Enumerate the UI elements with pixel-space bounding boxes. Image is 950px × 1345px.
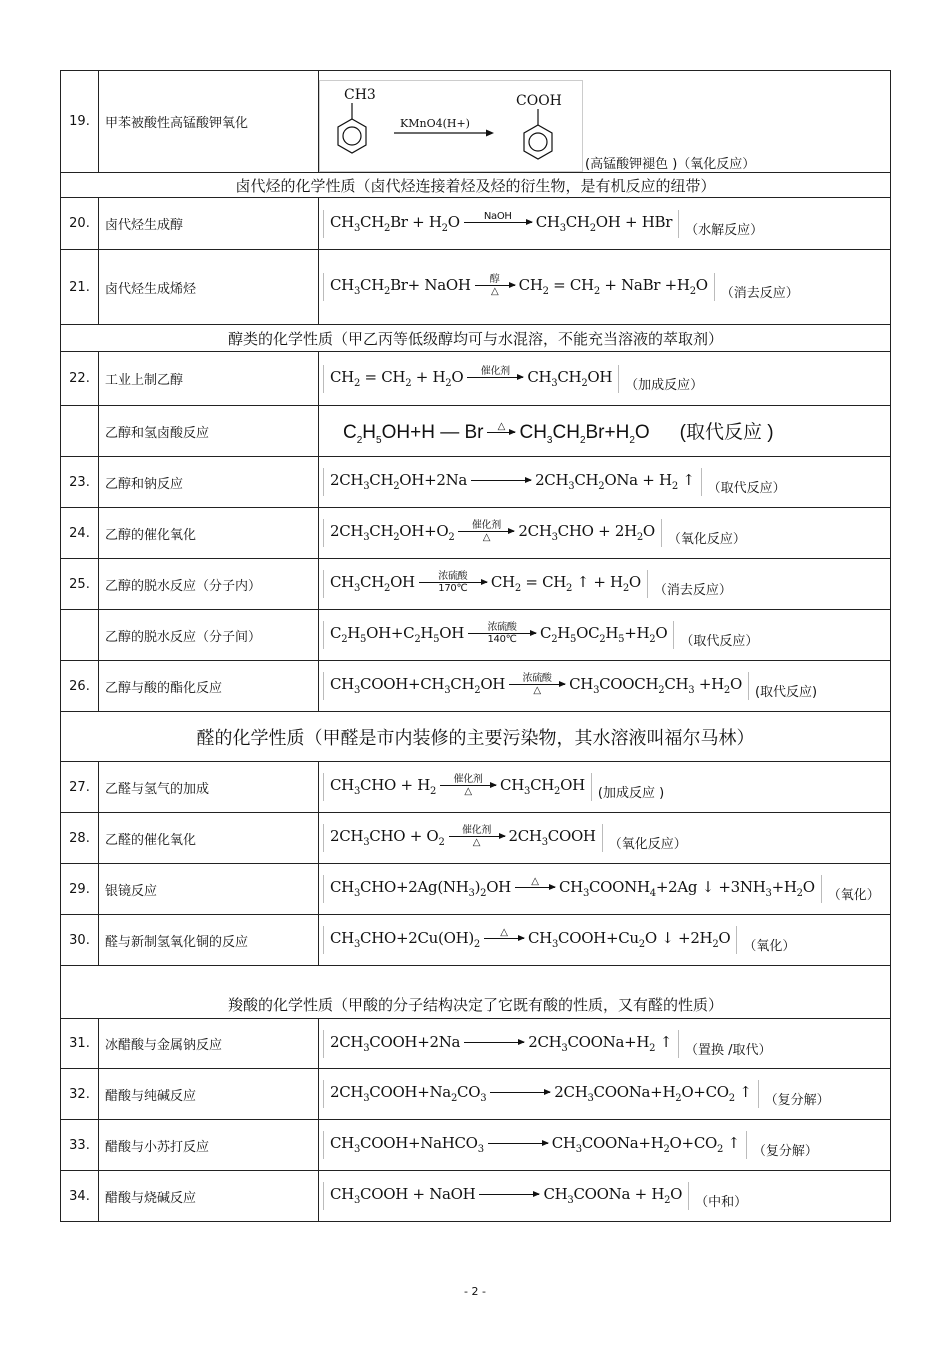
products: $CH_3COONa + H_2O$ — [543, 1185, 683, 1206]
reactants: $CH_3CHO+2Ag(NH_3)_2OH$ — [330, 878, 511, 899]
arrow-condition-bottom: △ — [472, 837, 481, 848]
row-number: 24. — [61, 508, 99, 559]
reaction-row — [61, 1069, 891, 1120]
reactants: $CH_3COOH+CH_3CH_2OH$ — [330, 675, 506, 696]
toluene-oxidation-structure — [319, 80, 583, 172]
arrow-condition-top: NaOH — [483, 210, 512, 222]
reaction-type-note: （氧化） — [743, 939, 796, 954]
reaction-arrow — [479, 1184, 539, 1206]
reactants: $C_2H_5OH+C_2H_5OH$ — [330, 624, 465, 645]
chemical-equation — [323, 1131, 747, 1159]
reaction-arrow — [509, 674, 565, 696]
arrow-condition-bottom — [494, 379, 497, 389]
reaction-name: 乙醇的催化氧化 — [99, 508, 319, 559]
arrow-condition-top: 浓硫酸 — [438, 571, 468, 582]
row-number: 26. — [61, 661, 99, 712]
chemical-equation — [323, 273, 715, 301]
chemical-equation — [323, 773, 592, 801]
reactants: $2CH_3CH_2OH+O_2$ — [330, 522, 455, 543]
carboxyl-group-label: COOH — [516, 93, 562, 109]
arrow-condition-top: 催化剂 — [453, 774, 483, 785]
reactants: $CH_3CHO+2Cu(OH)_2$ — [330, 929, 480, 950]
reaction-type-note: （加成反应） — [625, 377, 704, 393]
row-number: 32. — [61, 1069, 99, 1120]
section-title: 卤代烃的化学性质（卤代烃连接着烃及烃的衍生物，是有机反应的纽带） — [61, 173, 891, 198]
reaction-row — [61, 813, 891, 864]
reaction-name: 银镜反应 — [99, 864, 319, 915]
reaction-type-note: （复分解） — [764, 1093, 830, 1108]
reaction-arrow — [419, 572, 487, 594]
arrow-condition-top: 浓硫酸 — [487, 622, 517, 633]
section-title: 醇类的化学性质（甲乙丙等低级醇均可与水混溶，不能充当溶液的萃取剂） — [61, 325, 891, 352]
arrow-condition-bottom — [503, 940, 506, 950]
reaction-equation-cell — [319, 661, 891, 712]
large-equation — [319, 420, 774, 446]
reaction-arrow — [449, 826, 505, 848]
reaction-row — [61, 559, 891, 610]
products: $CH_3COONH_4+2Ag$ ↓ $+3NH_3+H_2O$ — [558, 878, 815, 899]
reaction-arrow — [490, 1082, 550, 1104]
reaction-name: 醋酸与纯碱反应 — [99, 1069, 319, 1120]
products: $CH_3CH_2OH$ — [500, 776, 585, 797]
reactants: $CH_3COOH$ + NaOH — [330, 1185, 476, 1206]
chemical-equation — [323, 621, 674, 649]
reaction-name: 卤代烃生成烯烃 — [99, 250, 319, 325]
reactants: $2CH_3CH_2OH+2Na$ — [330, 471, 468, 492]
reactants: $CH_2 = CH_2 + H_2O$ — [330, 367, 464, 389]
reaction-type-note: （水解反应） — [685, 222, 764, 238]
row-number: 34. — [61, 1171, 99, 1222]
reaction-name: 乙醇的脱水反应（分子内） — [99, 559, 319, 610]
reactants: $2CH_3COOH+2Na$ — [330, 1032, 461, 1054]
section-header-row — [61, 966, 891, 1019]
reaction-equation-cell — [319, 71, 891, 173]
arrow-condition-bottom: △ — [464, 786, 472, 797]
reaction-equation-cell — [319, 1120, 891, 1171]
reaction-row — [61, 610, 891, 661]
reaction-type-note: (高锰酸钾褪色 )（氧化反应） — [585, 157, 756, 172]
products: $2CH_3COOH$ — [508, 827, 596, 848]
reaction-arrow — [440, 775, 496, 797]
reaction-type-note: （取代反应） — [680, 634, 759, 649]
products: $CH_3COOCH_2CH_3 +H_2O$ — [569, 675, 742, 696]
row-number: 22. — [61, 352, 99, 406]
arrow-condition-bottom — [534, 889, 537, 899]
reaction-row — [61, 250, 891, 325]
products: $2CH_3COONa+H_2O+CO_2$ ↑ — [554, 1083, 752, 1104]
reaction-arrow — [475, 275, 515, 297]
arrow-condition-top: △ — [500, 927, 508, 938]
reaction-row — [61, 508, 891, 559]
row-number: 25. — [61, 559, 99, 610]
arrow-condition-bottom — [516, 1145, 519, 1155]
reaction-arrow — [458, 521, 514, 543]
benzene-ring-diagram — [320, 81, 582, 171]
chemical-equation — [323, 519, 662, 547]
reagent-label: KMnO4(H+) — [400, 117, 470, 130]
reaction-row — [61, 915, 891, 966]
reaction-arrow — [488, 1133, 548, 1155]
reaction-name: 乙醇和氢卤酸反应 — [99, 406, 319, 457]
row-number: 33. — [61, 1120, 99, 1171]
reaction-name: 乙醇和钠反应 — [99, 457, 319, 508]
reaction-equation-cell — [319, 250, 891, 325]
row-number: 23. — [61, 457, 99, 508]
methyl-group-label: CH3 — [344, 87, 376, 103]
reaction-row — [61, 1171, 891, 1222]
chemical-equation — [323, 824, 603, 852]
reaction-equation-cell — [319, 508, 891, 559]
arrow-condition-bottom: △ — [482, 532, 491, 543]
products: $CH_3COOH+Cu_2O$ ↓ $+2H_2O$ — [527, 929, 731, 950]
chemical-equation — [323, 926, 737, 954]
arrow-condition-top — [508, 1184, 511, 1194]
reaction-equation-cell — [319, 352, 891, 406]
chemical-equation — [323, 875, 822, 903]
reactants: $CH_3CH_2OH$ — [330, 573, 415, 594]
arrow-condition-top: 催化剂 — [480, 365, 510, 377]
reaction-type-note: （取代反应） — [707, 481, 786, 496]
reaction-arrow — [464, 1032, 524, 1054]
row-number: 28. — [61, 813, 99, 864]
reaction-type-note: （消去反应） — [653, 583, 732, 598]
section-header-row — [61, 325, 891, 352]
reaction-row — [61, 71, 891, 173]
reaction-equation-cell — [319, 406, 891, 457]
products: $2CH_3CHO + 2H_2O$ — [518, 522, 655, 543]
reaction-type-note: （复分解） — [752, 1144, 818, 1159]
arrow-condition-bottom — [519, 1094, 522, 1104]
arrow-condition-top — [516, 1133, 519, 1143]
reaction-equation-cell — [319, 864, 891, 915]
section-title: 羧酸的化学性质（甲酸的分子结构决定了它既有酸的性质，又有醛的性质） — [61, 966, 891, 1019]
reaction-type-note: （置换 /取代） — [684, 1042, 772, 1058]
reaction-equation-cell — [319, 1069, 891, 1120]
reaction-name: 醋酸与小苏打反应 — [99, 1120, 319, 1171]
reaction-name: 乙醛与氢气的加成 — [99, 762, 319, 813]
arrow-condition-bottom: 170℃ — [438, 583, 468, 594]
chemical-equation — [323, 1030, 679, 1058]
products: $CH_3CH_2OH$ — [527, 367, 613, 389]
arrow-condition-top: 浓硫酸 — [522, 673, 552, 684]
reaction-type-note: （氧化反应） — [608, 837, 687, 852]
row-number — [61, 610, 99, 661]
reactants: $CH_3CHO + H_2$ — [330, 776, 437, 797]
reaction-equation-cell — [319, 915, 891, 966]
reaction-name: 乙醇的脱水反应（分子间） — [99, 610, 319, 661]
row-number: 31. — [61, 1019, 99, 1069]
arrow-condition-top — [493, 1032, 496, 1042]
reaction-name: 乙醇与酸的酯化反应 — [99, 661, 319, 712]
reaction-type-note: (加成反应 ) — [597, 786, 665, 801]
arrow-condition-bottom — [496, 224, 499, 234]
chemical-equation — [323, 672, 749, 700]
reactants: $2CH_3COOH+Na_2CO_3$ — [330, 1083, 487, 1104]
reaction-type-note: （中和） — [695, 1195, 748, 1210]
reaction-equation-cell — [319, 559, 891, 610]
reaction-row — [61, 762, 891, 813]
reaction-equation-cell — [319, 610, 891, 661]
arrow-condition-top — [519, 1082, 522, 1092]
reactants: $2CH_3CHO + O_2$ — [330, 827, 445, 848]
reaction-arrow — [515, 877, 555, 899]
reaction-row — [61, 1019, 891, 1069]
reaction-type-note: (取代反应 ) — [679, 421, 774, 443]
arrow-condition-bottom — [500, 482, 503, 492]
arrow-condition-top: △ — [497, 420, 506, 432]
reaction-equation-cell — [319, 457, 891, 508]
section-header-row — [61, 712, 891, 762]
reaction-name: 冰醋酸与金属钠反应 — [99, 1019, 319, 1069]
reaction-name: 甲苯被酸性高锰酸钾氧化 — [99, 71, 319, 173]
reaction-name: 工业上制乙醇 — [99, 352, 319, 406]
arrow-condition-top: △ — [531, 876, 539, 887]
reaction-equation-cell — [319, 1171, 891, 1222]
reaction-row — [61, 198, 891, 250]
section-header-row — [61, 173, 891, 198]
reaction-name: 卤代烃生成醇 — [99, 198, 319, 250]
reaction-equation-cell — [319, 813, 891, 864]
reaction-row — [61, 1120, 891, 1171]
reactants: $C_2H_5OH+H$ — Br — [343, 421, 484, 446]
reaction-name: 醛与新制氢氧化铜的反应 — [99, 915, 319, 966]
arrow-condition-top: 催化剂 — [471, 520, 501, 531]
products: $2CH_3CH_2ONa + H_2$ ↑ — [535, 471, 695, 492]
reaction-row — [61, 352, 891, 406]
reaction-name: 乙醛的催化氧化 — [99, 813, 319, 864]
products: $CH_2 = CH_2$ ↑ + $H_2O$ — [490, 573, 641, 594]
products: $C_2H_5OC_2H_5+H_2O$ — [540, 624, 668, 645]
arrow-condition-bottom: △ — [533, 685, 541, 696]
reaction-row — [61, 661, 891, 712]
chemical-equation — [323, 1080, 759, 1108]
reaction-type-note: （氧化反应） — [667, 532, 746, 547]
arrow-condition-top: 催化剂 — [461, 825, 492, 836]
reaction-arrow — [467, 367, 523, 389]
row-number — [61, 406, 99, 457]
reaction-type-note: (取代反应) — [754, 685, 818, 700]
arrow-condition-bottom: 140℃ — [487, 634, 517, 645]
arrow-condition-bottom — [508, 1196, 511, 1206]
row-number: 20. — [61, 198, 99, 250]
reaction-arrow — [464, 212, 532, 234]
reaction-type-note: （氧化） — [827, 888, 880, 903]
arrow-condition-bottom — [500, 434, 503, 444]
reactants: $CH_3CH_2Br + H_2O$ — [330, 212, 460, 234]
products: $CH_3CH_2OH$ + HBr — [535, 212, 673, 234]
reaction-arrow — [468, 623, 536, 645]
reactants: $CH_3COOH+NaHCO_3$ — [330, 1134, 484, 1155]
arrow-condition-top — [500, 470, 503, 480]
chemical-equation — [323, 468, 702, 496]
section-title: 醛的化学性质（甲醛是市内装修的主要污染物，其水溶液叫福尔马林） — [61, 712, 891, 762]
arrow-condition-bottom — [493, 1044, 496, 1054]
chemical-equation — [323, 210, 679, 238]
row-number: 27. — [61, 762, 99, 813]
reaction-arrow — [487, 422, 515, 444]
arrow-condition-top: 醇 — [489, 274, 500, 285]
reaction-arrow — [471, 470, 531, 492]
row-number: 21. — [61, 250, 99, 325]
reaction-table — [60, 70, 891, 1222]
chemical-equation — [323, 570, 648, 598]
row-number: 30. — [61, 915, 99, 966]
reaction-type-note: （消去反应） — [720, 286, 799, 301]
reactants: $CH_3CH_2Br+$ NaOH — [330, 276, 471, 297]
products: $CH_3COONa+H_2O+CO_2$ ↑ — [551, 1134, 740, 1155]
row-number: 19. — [61, 71, 99, 173]
arrow-condition-bottom: △ — [490, 286, 499, 297]
products: $CH_2 = CH_2$ + NaBr $+H_2O$ — [518, 276, 708, 297]
chemical-equation — [323, 1182, 689, 1210]
reaction-equation-cell — [319, 1019, 891, 1069]
chemical-equation — [323, 365, 619, 393]
reaction-equation-cell — [319, 198, 891, 250]
products: $2CH_3COONa+H_2$ ↑ — [528, 1032, 672, 1054]
products: $CH_3CH_2Br+H_2O$ — [519, 421, 650, 446]
page-number: - 2 - — [464, 1285, 486, 1298]
reaction-row — [61, 457, 891, 508]
reaction-name: 醋酸与烧碱反应 — [99, 1171, 319, 1222]
reaction-row — [61, 864, 891, 915]
reaction-row — [61, 406, 891, 457]
row-number: 29. — [61, 864, 99, 915]
reaction-equation-cell — [319, 762, 891, 813]
reaction-arrow — [484, 928, 524, 950]
